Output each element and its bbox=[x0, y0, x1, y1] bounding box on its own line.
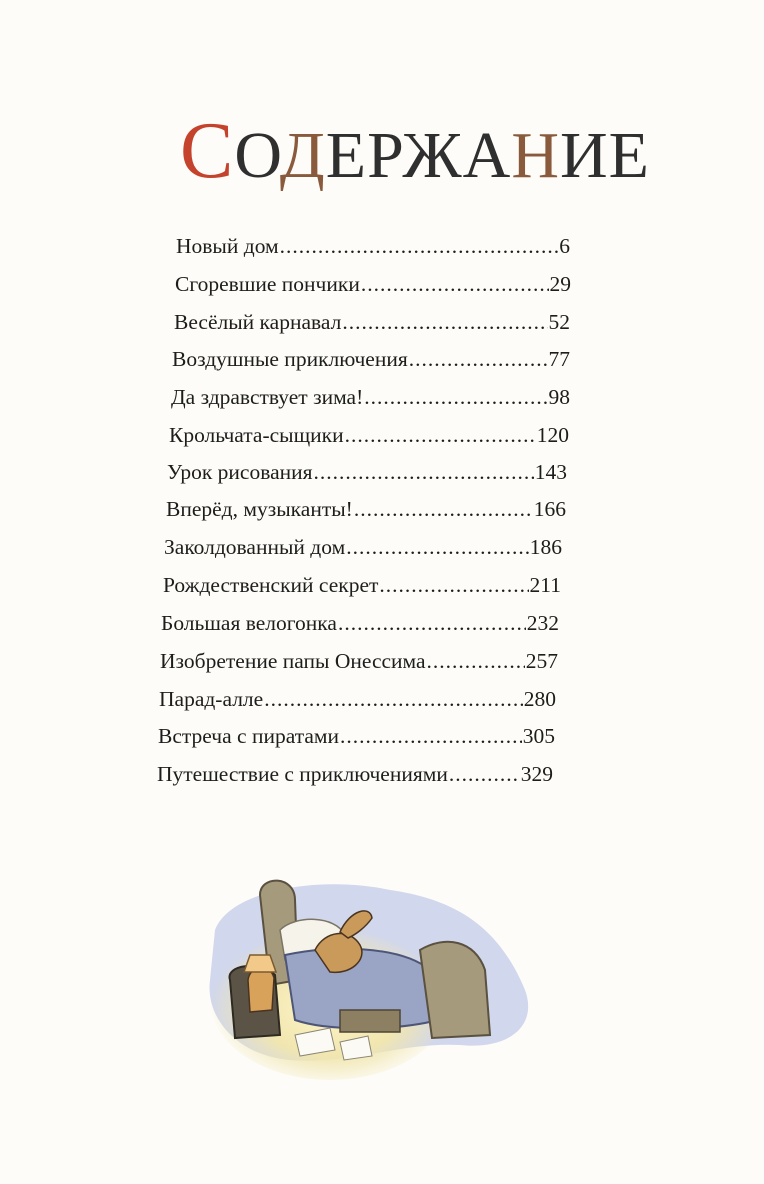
toc-entry[interactable] bbox=[175, 272, 571, 297]
toc-entry[interactable] bbox=[163, 573, 561, 598]
toc-leader-dots bbox=[338, 611, 526, 636]
toc-leader-dots bbox=[340, 724, 522, 749]
toc-entry-title: Вперёд, музыканты! bbox=[166, 497, 353, 521]
toc-entry-title: Сгоревшие пончики bbox=[175, 272, 360, 296]
toc-entry-page: 29 bbox=[549, 272, 571, 296]
toc-entry-title: Крольчата-сыщики bbox=[169, 423, 344, 447]
toc-entry-title: Новый дом bbox=[176, 234, 279, 258]
toc-entry-title: Встреча с пиратами bbox=[158, 724, 340, 748]
toc-entry[interactable] bbox=[167, 460, 567, 485]
toc-entry-page: 120 bbox=[536, 423, 569, 447]
toc-entry[interactable] bbox=[164, 535, 562, 560]
title-letter: Р bbox=[367, 119, 403, 192]
toc-entry-title: Изобретение папы Онессима bbox=[160, 649, 426, 673]
title-letter: Е bbox=[608, 119, 650, 192]
title-letter: С bbox=[180, 107, 235, 195]
toc-leader-dots bbox=[264, 687, 523, 712]
toc-entry[interactable] bbox=[172, 347, 570, 372]
toc-entry-title: Заколдованный дом bbox=[164, 535, 346, 559]
toc-leader-dots bbox=[409, 347, 548, 372]
title-letter: А bbox=[462, 119, 512, 192]
toc-entry-title: Урок рисования bbox=[167, 460, 313, 484]
toc-leader-dots bbox=[361, 272, 549, 297]
toc-entry-page: 6 bbox=[559, 234, 570, 258]
toc-entry-title: Путешествие с приключениями bbox=[157, 762, 448, 786]
toc-entry[interactable] bbox=[160, 649, 558, 674]
toc-leader-dots bbox=[364, 385, 547, 410]
small-rabbit bbox=[248, 967, 274, 1012]
toc-entry-page: 232 bbox=[526, 611, 559, 635]
toc-leader-dots bbox=[427, 649, 525, 674]
toc-leader-dots bbox=[354, 497, 533, 522]
toc-entry-page: 166 bbox=[533, 497, 566, 521]
toc-entry-title: Парад-алле bbox=[159, 687, 264, 711]
toc-leader-dots bbox=[449, 762, 520, 787]
toc-leader-dots bbox=[280, 234, 559, 259]
toc-entry[interactable] bbox=[166, 497, 566, 522]
toc-entry[interactable] bbox=[169, 423, 569, 448]
toc-entry-title: Весёлый карнавал bbox=[174, 310, 342, 334]
bed-drawer bbox=[340, 1010, 400, 1032]
toc-entry-title: Рождественский секрет bbox=[163, 573, 379, 597]
toc-entry[interactable] bbox=[174, 310, 570, 335]
toc-entry-page: 305 bbox=[522, 724, 555, 748]
title-letter: Е bbox=[325, 119, 368, 192]
toc-leader-dots bbox=[379, 573, 528, 598]
toc-entry-page: 186 bbox=[529, 535, 562, 559]
title-letter: Ж bbox=[402, 119, 463, 192]
toc-entry-title: Большая велогонка bbox=[161, 611, 337, 635]
bedroom-illustration bbox=[200, 860, 540, 1090]
toc-entry-page: 52 bbox=[548, 310, 570, 334]
title-letter: О bbox=[234, 119, 280, 192]
toc-entry-page: 257 bbox=[525, 649, 558, 673]
toc-entry-page: 98 bbox=[548, 385, 570, 409]
lampshade bbox=[244, 955, 276, 972]
toc-entry[interactable] bbox=[161, 611, 559, 636]
toc-entry-page: 143 bbox=[534, 460, 567, 484]
toc-leader-dots bbox=[314, 460, 534, 485]
toc-entry-page: 280 bbox=[523, 687, 556, 711]
toc-leader-dots bbox=[342, 310, 547, 335]
title-letter: И bbox=[559, 119, 609, 192]
toc-entry[interactable] bbox=[157, 762, 553, 787]
toc-entry-title: Воздушные приключения bbox=[172, 347, 408, 371]
toc-leader-dots bbox=[345, 423, 536, 448]
toc-entry-page: 77 bbox=[548, 347, 570, 371]
toc-entry-page: 329 bbox=[520, 762, 553, 786]
toc-entry[interactable] bbox=[176, 234, 570, 259]
toc-entry-page: 211 bbox=[529, 573, 561, 597]
toc-entry-title: Да здравствует зима! bbox=[171, 385, 364, 409]
toc-leader-dots bbox=[346, 535, 529, 560]
toc-entry[interactable] bbox=[159, 687, 556, 712]
title-letter: Н bbox=[511, 119, 560, 192]
toc-entry[interactable] bbox=[158, 724, 555, 749]
title-letter: Д bbox=[279, 119, 326, 192]
toc-entry[interactable] bbox=[171, 385, 570, 410]
